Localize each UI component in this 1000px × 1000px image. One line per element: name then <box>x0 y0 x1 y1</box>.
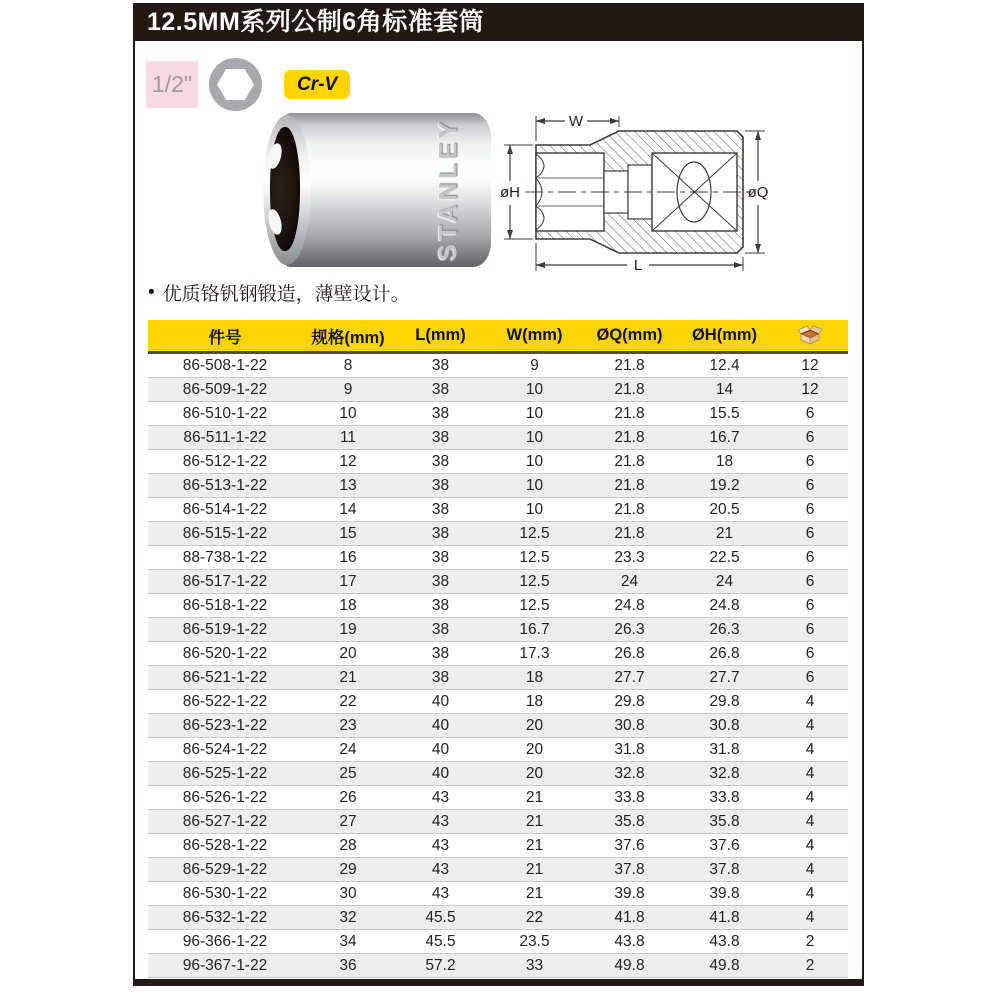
table-cell: 86-515-1-22 <box>148 522 302 546</box>
table-cell: 16.7 <box>677 426 772 450</box>
table-cell: 23.5 <box>487 930 582 954</box>
table-cell: 38 <box>394 378 487 402</box>
table-cell: 4 <box>772 786 848 810</box>
table-cell: 20.5 <box>677 498 772 522</box>
table-cell: 6 <box>772 522 848 546</box>
table-cell: 86-526-1-22 <box>148 786 302 810</box>
table-cell: 29.8 <box>677 690 772 714</box>
table-cell: 21 <box>677 522 772 546</box>
table-cell: 86-523-1-22 <box>148 714 302 738</box>
table-cell: 45.5 <box>394 906 487 930</box>
table-cell: 37.8 <box>582 858 677 882</box>
table-row <box>148 858 848 882</box>
table-cell: 9 <box>302 378 394 402</box>
table-cell: 4 <box>772 858 848 882</box>
table-cell: 6 <box>772 594 848 618</box>
table-row <box>148 546 848 570</box>
col-header-oh: ØH(mm) <box>677 320 772 353</box>
table-cell: 38 <box>394 546 487 570</box>
table-cell: 15 <box>302 522 394 546</box>
bullet-marker: • <box>148 281 155 303</box>
table-cell: 21 <box>302 666 394 690</box>
col-header-w: W(mm) <box>487 320 582 353</box>
table-cell: 6 <box>772 642 848 666</box>
table-cell: 6 <box>772 426 848 450</box>
table-cell: 12.4 <box>677 353 772 378</box>
table-cell: 6 <box>772 570 848 594</box>
table-cell: 38 <box>394 666 487 690</box>
table-cell: 33.8 <box>677 786 772 810</box>
table-cell: 4 <box>772 762 848 786</box>
table-cell: 86-522-1-22 <box>148 690 302 714</box>
table-cell: 19.2 <box>677 474 772 498</box>
table-cell: 32 <box>302 906 394 930</box>
table-cell: 86-512-1-22 <box>148 450 302 474</box>
table-cell: 10 <box>487 498 582 522</box>
table-row <box>148 786 848 810</box>
table-cell: 18 <box>487 666 582 690</box>
table-cell: 40 <box>394 690 487 714</box>
table-cell: 20 <box>487 762 582 786</box>
table-cell: 86-509-1-22 <box>148 378 302 402</box>
dim-label-l: L <box>633 257 643 274</box>
table-cell: 86-524-1-22 <box>148 738 302 762</box>
table-cell: 21.8 <box>582 402 677 426</box>
table-cell: 10 <box>487 426 582 450</box>
dimension-diagram <box>491 107 781 275</box>
table-cell: 18 <box>677 450 772 474</box>
table-cell: 12.5 <box>487 546 582 570</box>
table-cell: 31.8 <box>677 738 772 762</box>
table-cell: 43 <box>394 834 487 858</box>
table-cell: 21.8 <box>582 426 677 450</box>
table-cell: 31.8 <box>582 738 677 762</box>
table-cell: 41.8 <box>677 906 772 930</box>
table-cell: 11 <box>302 426 394 450</box>
table-row <box>148 450 848 474</box>
table-cell: 33.8 <box>582 786 677 810</box>
table-cell: 24 <box>582 570 677 594</box>
table-cell: 6 <box>772 498 848 522</box>
table-row <box>148 642 848 666</box>
table-cell: 22 <box>302 690 394 714</box>
table-row <box>148 594 848 618</box>
page-title: 12.5MM系列公制6角标准套筒 <box>133 3 864 41</box>
table-row <box>148 618 848 642</box>
table-cell: 38 <box>394 642 487 666</box>
table-cell: 38 <box>394 450 487 474</box>
table-cell: 43 <box>394 810 487 834</box>
table-cell: 27.7 <box>582 666 677 690</box>
col-header-l: L(mm) <box>394 320 487 353</box>
table-row <box>148 570 848 594</box>
table-cell: 86-530-1-22 <box>148 882 302 906</box>
table-cell: 30.8 <box>677 714 772 738</box>
table-cell: 16 <box>302 546 394 570</box>
table-cell: 86-529-1-22 <box>148 858 302 882</box>
table-cell: 6 <box>772 474 848 498</box>
table-cell: 17.3 <box>487 642 582 666</box>
table-cell: 86-517-1-22 <box>148 570 302 594</box>
table-row <box>148 954 848 978</box>
table-cell: 30.8 <box>582 714 677 738</box>
table-cell: 27.7 <box>677 666 772 690</box>
badges-row <box>146 58 350 111</box>
table-cell: 38 <box>394 570 487 594</box>
table-row <box>148 906 848 930</box>
table-cell: 40 <box>394 714 487 738</box>
dim-label-w: W <box>568 113 584 130</box>
table-row <box>148 426 848 450</box>
table-cell: 33 <box>487 954 582 978</box>
table-cell: 21 <box>487 882 582 906</box>
table-cell: 37.6 <box>582 834 677 858</box>
table-cell: 43 <box>394 786 487 810</box>
table-cell: 4 <box>772 690 848 714</box>
table-cell: 38 <box>394 498 487 522</box>
table-cell: 38 <box>394 522 487 546</box>
table-row <box>148 353 848 378</box>
table-cell: 25 <box>302 762 394 786</box>
spec-table <box>148 320 848 978</box>
table-cell: 12.5 <box>487 594 582 618</box>
table-cell: 26.8 <box>582 642 677 666</box>
crv-material-badge: Cr-V <box>284 70 350 99</box>
table-cell: 36 <box>302 954 394 978</box>
table-cell: 14 <box>302 498 394 522</box>
table-cell: 88-738-1-22 <box>148 546 302 570</box>
table-cell: 21 <box>487 858 582 882</box>
table-row <box>148 714 848 738</box>
table-cell: 32.8 <box>677 762 772 786</box>
hexagon-shape <box>217 69 254 100</box>
hex-drive-icon <box>209 58 262 111</box>
table-cell: 96-366-1-22 <box>148 930 302 954</box>
table-cell: 4 <box>772 834 848 858</box>
table-cell: 49.8 <box>677 954 772 978</box>
table-cell: 4 <box>772 738 848 762</box>
table-cell: 10 <box>302 402 394 426</box>
table-cell: 38 <box>394 618 487 642</box>
col-header-pack-qty <box>772 320 848 353</box>
table-cell: 6 <box>772 546 848 570</box>
spec-table-header <box>148 320 848 353</box>
table-cell: 86-532-1-22 <box>148 906 302 930</box>
table-cell: 96-367-1-22 <box>148 954 302 978</box>
table-cell: 21.8 <box>582 522 677 546</box>
table-cell: 43.8 <box>582 930 677 954</box>
table-row <box>148 402 848 426</box>
package-box-icon <box>797 325 823 346</box>
table-cell: 26.3 <box>677 618 772 642</box>
table-cell: 22 <box>487 906 582 930</box>
table-cell: 24 <box>677 570 772 594</box>
table-cell: 39.8 <box>582 882 677 906</box>
table-row <box>148 498 848 522</box>
table-row <box>148 834 848 858</box>
table-cell: 8 <box>302 353 394 378</box>
table-cell: 35.8 <box>582 810 677 834</box>
socket-product-photo <box>257 113 491 267</box>
col-header-size: 规格(mm) <box>302 320 394 353</box>
table-cell: 12 <box>772 353 848 378</box>
table-cell: 86-528-1-22 <box>148 834 302 858</box>
table-cell: 15.5 <box>677 402 772 426</box>
table-cell: 13 <box>302 474 394 498</box>
table-cell: 10 <box>487 402 582 426</box>
table-cell: 23 <box>302 714 394 738</box>
table-row <box>148 522 848 546</box>
table-cell: 26 <box>302 786 394 810</box>
table-cell: 86-514-1-22 <box>148 498 302 522</box>
page-content <box>133 41 864 986</box>
table-cell: 38 <box>394 474 487 498</box>
spec-table-body <box>148 353 848 978</box>
col-header-oq: ØQ(mm) <box>582 320 677 353</box>
dim-label-q: øQ <box>747 184 769 201</box>
table-cell: 21.8 <box>582 450 677 474</box>
table-cell: 26.8 <box>677 642 772 666</box>
table-row <box>148 810 848 834</box>
table-cell: 29.8 <box>582 690 677 714</box>
table-cell: 21.8 <box>582 474 677 498</box>
table-cell: 37.6 <box>677 834 772 858</box>
table-cell: 27 <box>302 810 394 834</box>
table-cell: 4 <box>772 906 848 930</box>
table-cell: 40 <box>394 738 487 762</box>
table-cell: 12 <box>772 378 848 402</box>
table-cell: 86-511-1-22 <box>148 426 302 450</box>
drive-size-badge: 1/2" <box>146 61 198 108</box>
table-cell: 6 <box>772 666 848 690</box>
table-cell: 39.8 <box>677 882 772 906</box>
table-cell: 20 <box>302 642 394 666</box>
table-cell: 38 <box>394 426 487 450</box>
table-cell: 49.8 <box>582 954 677 978</box>
table-cell: 35.8 <box>677 810 772 834</box>
table-cell: 9 <box>487 353 582 378</box>
table-cell: 4 <box>772 882 848 906</box>
table-cell: 86-513-1-22 <box>148 474 302 498</box>
table-cell: 21.8 <box>582 498 677 522</box>
table-cell: 43 <box>394 858 487 882</box>
table-cell: 37.8 <box>677 858 772 882</box>
table-cell: 41.8 <box>582 906 677 930</box>
table-cell: 43.8 <box>677 930 772 954</box>
table-cell: 10 <box>487 474 582 498</box>
table-cell: 6 <box>772 618 848 642</box>
table-cell: 22.5 <box>677 546 772 570</box>
table-cell: 24 <box>302 738 394 762</box>
table-cell: 23.3 <box>582 546 677 570</box>
table-row <box>148 378 848 402</box>
table-cell: 21 <box>487 786 582 810</box>
brand-engraving: STANLEY <box>434 118 463 261</box>
table-cell: 86-508-1-22 <box>148 353 302 378</box>
table-cell: 86-519-1-22 <box>148 618 302 642</box>
table-row <box>148 690 848 714</box>
table-cell: 40 <box>394 762 487 786</box>
table-cell: 4 <box>772 714 848 738</box>
table-row <box>148 738 848 762</box>
table-cell: 21.8 <box>582 378 677 402</box>
table-cell: 86-521-1-22 <box>148 666 302 690</box>
table-cell: 6 <box>772 402 848 426</box>
table-cell: 18 <box>487 690 582 714</box>
dim-label-h: øH <box>500 184 520 201</box>
table-cell: 2 <box>772 930 848 954</box>
table-row <box>148 882 848 906</box>
table-cell: 38 <box>394 353 487 378</box>
table-cell: 24.8 <box>582 594 677 618</box>
feature-bullet <box>148 279 410 306</box>
table-row <box>148 666 848 690</box>
table-cell: 12.5 <box>487 522 582 546</box>
table-cell: 10 <box>487 450 582 474</box>
table-cell: 10 <box>487 378 582 402</box>
table-cell: 57.2 <box>394 954 487 978</box>
table-row <box>148 474 848 498</box>
table-cell: 19 <box>302 618 394 642</box>
table-cell: 38 <box>394 594 487 618</box>
table-cell: 20 <box>487 714 582 738</box>
feature-text: 优质铬钒钢锻造，薄壁设计。 <box>162 284 410 305</box>
table-cell: 16.7 <box>487 618 582 642</box>
table-cell: 86-520-1-22 <box>148 642 302 666</box>
table-cell: 21.8 <box>582 353 677 378</box>
table-cell: 21 <box>487 810 582 834</box>
table-cell: 28 <box>302 834 394 858</box>
table-cell: 24.8 <box>677 594 772 618</box>
table-cell: 2 <box>772 954 848 978</box>
table-cell: 86-525-1-22 <box>148 762 302 786</box>
table-row <box>148 930 848 954</box>
table-cell: 26.3 <box>582 618 677 642</box>
table-cell: 18 <box>302 594 394 618</box>
table-cell: 45.5 <box>394 930 487 954</box>
catalog-page <box>133 3 864 986</box>
table-cell: 12.5 <box>487 570 582 594</box>
table-cell: 17 <box>302 570 394 594</box>
table-cell: 43 <box>394 882 487 906</box>
table-cell: 14 <box>677 378 772 402</box>
table-cell: 21 <box>487 834 582 858</box>
table-cell: 12 <box>302 450 394 474</box>
table-cell: 6 <box>772 450 848 474</box>
table-cell: 30 <box>302 882 394 906</box>
table-row <box>148 762 848 786</box>
table-cell: 34 <box>302 930 394 954</box>
col-header-part-number: 件号 <box>148 320 302 353</box>
table-cell: 86-518-1-22 <box>148 594 302 618</box>
table-cell: 20 <box>487 738 582 762</box>
table-cell: 86-527-1-22 <box>148 810 302 834</box>
table-cell: 29 <box>302 858 394 882</box>
table-cell: 4 <box>772 810 848 834</box>
table-cell: 86-510-1-22 <box>148 402 302 426</box>
table-cell: 38 <box>394 402 487 426</box>
table-cell: 32.8 <box>582 762 677 786</box>
